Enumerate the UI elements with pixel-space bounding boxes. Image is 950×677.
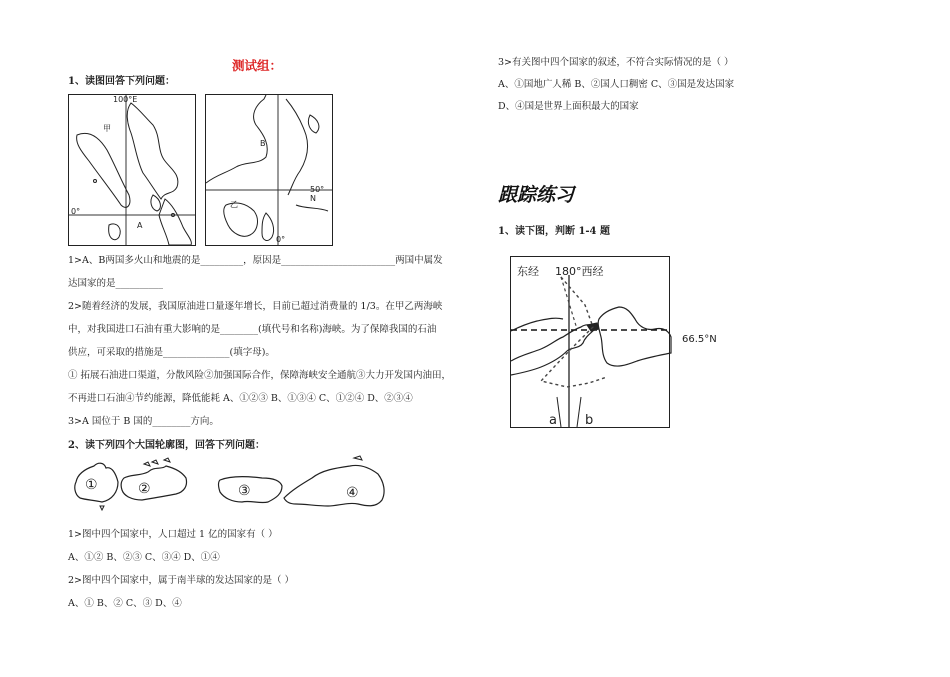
q1-line-1: 1>A、B两国多火山和地震的是_________，原因是________________________两国中属发 (68, 255, 443, 266)
question-2-title: 2、读下列四个大国轮廓图，回答下列问题： (68, 440, 265, 451)
map-europe (205, 94, 333, 246)
map-bering-strait (510, 256, 670, 428)
bering-label-lon: 180°西经 (555, 265, 604, 278)
bering-label-east: 东经 (517, 265, 539, 278)
q3-line-1: 3>有关图中四个国家的叙述，不符合实际情况的是（ ） (498, 57, 734, 68)
map1-label-zero: 0° (71, 207, 81, 216)
map-europe-drawing (206, 95, 334, 247)
country-outlines-drawing (70, 456, 390, 520)
q2-line-1: 1>图中四个国家中，人口超过 1 亿的国家有（ ） (68, 529, 278, 540)
bering-label-b: b (585, 413, 594, 428)
country-num-3: ③ (238, 483, 251, 499)
question-1-title: 1、读图回答下列问题： (68, 76, 175, 87)
bering-label-a: a (549, 413, 557, 428)
section-title-tracking: 跟踪练习 (498, 184, 575, 206)
map2-label-zero: 0° (276, 235, 286, 244)
country-num-1: ① (85, 477, 98, 493)
map2-lat-label: 50° N (310, 185, 325, 203)
q1-line-8: 3>A 国位于 B 国的________方向。 (68, 416, 219, 427)
map2-label-yi: 乙 (230, 200, 238, 209)
q1-line-6: ① 拓展石油进口渠道，分散风险②加强国际合作，保障海峡安全通航③大力开发国内油田， (68, 370, 452, 381)
q1-line-2: 达国家的是__________ (68, 278, 164, 289)
map-bering-strait-drawing (511, 257, 671, 429)
q2-line-4: A、① B、② C、③ D、④ (68, 598, 182, 609)
q3-line-2: A、①国地广人稀 B、②国人口稠密 C、③国是发达国家 (498, 79, 735, 90)
country-num-2: ② (138, 481, 151, 497)
bering-label-lat: 66.5°N (682, 334, 717, 345)
q1-line-5: 供应，可采取的措施是______________(填字母)。 (68, 347, 275, 358)
country-num-4: ④ (346, 485, 359, 501)
map-southeast-asia-drawing (69, 95, 197, 247)
q2-line-3: 2>图中四个国家中，属于南半球的发达国家的是（ ） (68, 575, 295, 586)
q3-line-3: D、④国是世界上面积最大的国家 (498, 101, 639, 112)
country-outlines (70, 456, 390, 520)
q1-line-4: 中，对我国进口石油有重大影响的是________(填代号和名称)海峡。为了保障我国的石油 (68, 324, 437, 335)
section-title-test: 测试组： (232, 58, 283, 73)
map1-lon-label: 100°E (113, 95, 138, 104)
q1-line-7: 不再进口石油④节约能源，降低能耗 A、①②③ B、①③④ C、①②④ D、②③④ (68, 393, 413, 404)
tracking-question-1-title: 1、读下图，判断 1-4 题 (498, 226, 610, 237)
map1-label-jia: 甲 (103, 124, 111, 133)
map1-label-A: A (137, 221, 143, 230)
map-southeast-asia (68, 94, 196, 246)
q2-line-2: A、①② B、②③ C、③④ D、①④ (68, 552, 220, 563)
map2-label-B: B (260, 139, 266, 148)
q1-line-3: 2>随着经济的发展，我国原油进口量逐年增长，目前已超过消费量的 1/3。在甲乙两海峡 (68, 301, 443, 312)
